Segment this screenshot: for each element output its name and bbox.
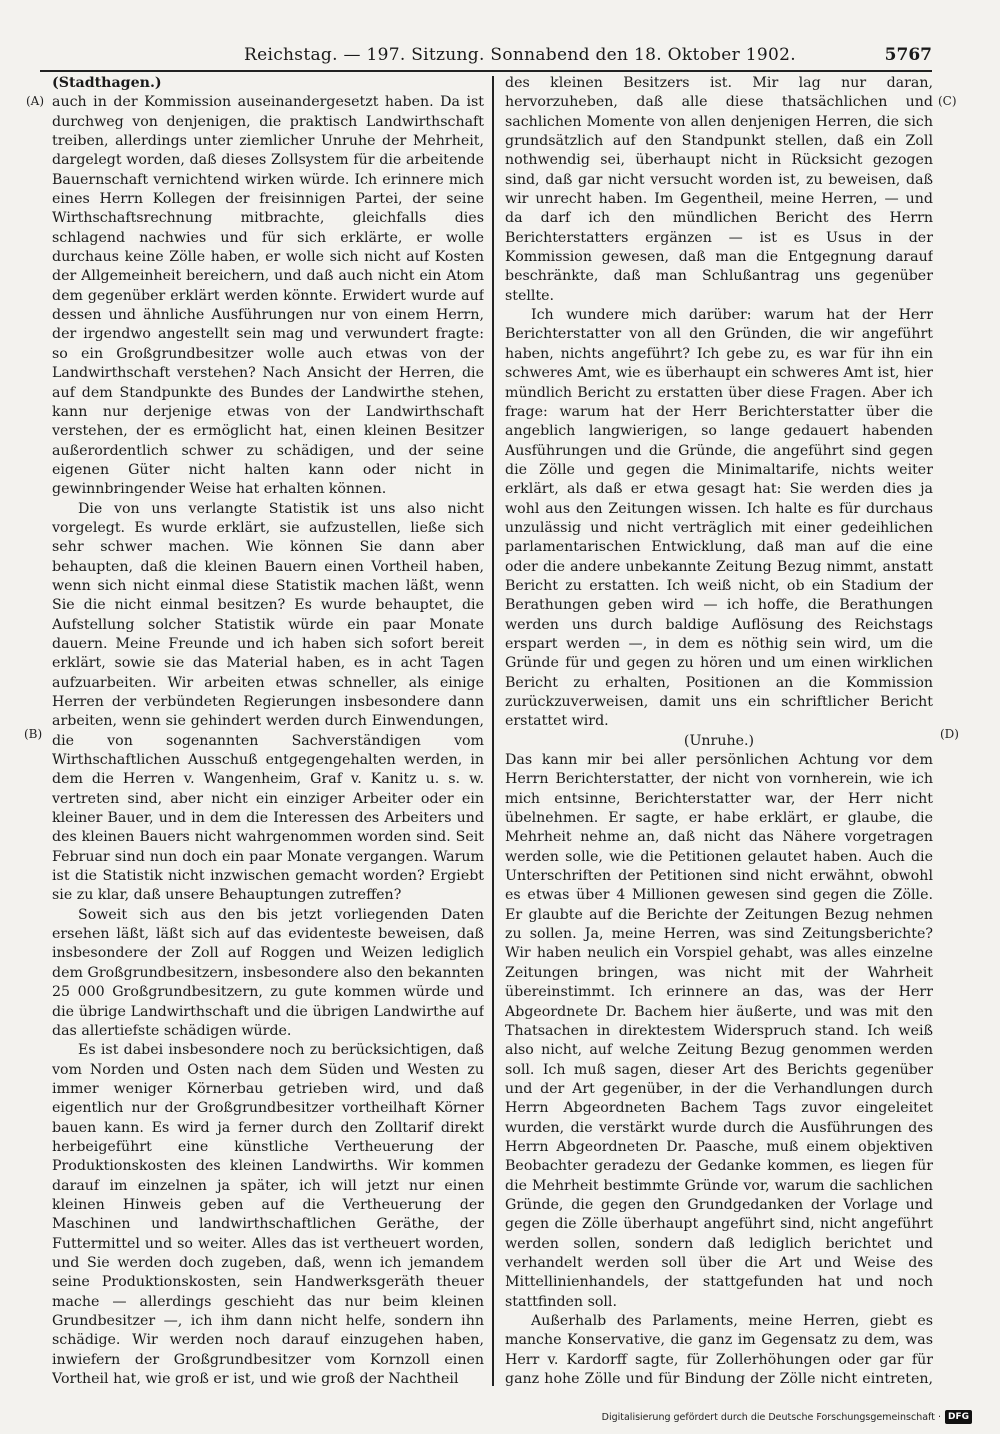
left-column: [52, 74, 484, 1390]
interjection: (Unruhe.): [683, 732, 755, 749]
dfg-logo-icon: DFG: [945, 1410, 972, 1424]
paragraph: Soweit sich aus den bis jetzt vorliegenden Daten ersehen läßt, läßt sich auf das evidenteste beweisen, daß insbesondere der Zoll auf Roggen und Weizen lediglich dem Großgrundbesitzern, insbesondere also den bekannten 25 000 Großgrundbesitzern, zu gute kommen würde und die übrige Landwirthschaft und die übrigen Landwirthe auf das allertiefste schädigen würde.: [52, 906, 484, 1039]
paragraph: Ich wundere mich darüber: warum hat der Herr Berichterstatter von all den Gründen, die wir angeführt haben, nichts angeführt? Ich gebe zu, es war für ihn ein schweres Amt, wie es überhaupt ein schweres Amt ist, hier mündlich Bericht zu erstatten über diese Fragen. Aber ich frage: warum hat der Herr Berichterstatter über die angeblich langwierigen, so lange gedauert habenden Ausführungen und die Gründe, die angeführt sind gegen die Zölle und gegen die Minimaltarife, nichts weiter erklärt, als daß er etwa gesagt hat: Sie werden dies ja wohl aus den Zeitungen wissen. Ich halte es für durchaus unzulässig und nicht verträglich mit einer gedeihlichen parlamentarischen Entwicklung, daß man auf die eine oder die andere unbekannte Zeitung Bezug nimmt, anstatt Bericht zu erstatten. Ich weiß nicht, ob ein Stadium der Berathungen geben wird — ich hoffe, die Berathungen werden uns durch baldige Auflösung des Reichstags erspart werden —, in dem es nöthig sein wird, um die Gründe für und gegen zu hören und um einen wirklichen Bericht zu erhalten, Positionen an die Kommission zurückzuverweisen, damit uns ein schriftlicher Bericht erstattet wird.: [505, 307, 933, 730]
running-title: Reichstag. — 197. Sitzung. Sonnabend den 18. Oktober 1902.: [244, 45, 796, 65]
margin-mark-c: (C): [938, 94, 957, 108]
page-header: [40, 44, 932, 72]
column-divider: [492, 76, 494, 1386]
page-number: 5767: [884, 45, 932, 65]
margin-mark-a: (A): [26, 94, 45, 108]
margin-mark-d: (D): [940, 727, 959, 741]
right-column: [505, 74, 933, 1390]
paragraph: Die von uns verlangte Statistik ist uns also nicht vorgelegt. Es wurde erklärt, sie aufzustellen, ließe sich sehr schwer machen. Wie können Sie dann aber behaupten, daß die kleinen Bauern einen Vortheil haben, wenn sich nicht einmal diese Statistik machen läßt, wenn Sie die nicht einmal besitzen? Es wurde behauptet, die Aufstellung solcher Statistik würde ein paar Monate dauern. Meine Freunde und ich haben sich sofort bereit erklärt, sowie sie das Material haben, es in acht Tagen aufzuarbeiten. Wir arbeiten etwas schneller, als einige Herren der verbündeten Regierungen insbesondere dann arbeiten, wenn sie gehindert werden durch Einwendungen, die von sogenannten Sachverständigen vom Wirthschaftlichen Ausschuß entgegengehalten werden, in dem die Herren v. Wangenheim, Graf v. Kanitz u. s. w. vertreten sind, aber nicht ein einziger Arbeiter oder ein kleiner Bauer, und in dem die Interessen des Arbeiters und des kleinen Bauers nicht wahrgenommen worden sind. Seit Februar sind nun doch ein paar Monate vergangen. Warum ist die Statistik nicht inzwischen gemacht worden? Ergiebt sie zu klar, daß unsere Behauptungen zutreffen?: [52, 500, 484, 904]
footer-text: Digitalisierung gefördert durch die Deutsche Forschungsgemeinschaft ·: [601, 1411, 941, 1423]
footer: [602, 1406, 972, 1428]
paragraph: auch in der Kommission auseinandergesetzt haben. Da ist durchweg von denjenigen, die praktisch Landwirthschaft treiben, allerdings unter ziemlicher Unruhe der Mehrheit, dargelegt worden, daß dieses Zollsystem für die arbeitende Bauernschaft vernichtend wirken würde. Ich erinnere mich eines Herrn Kollegen der freisinnigen Partei, der seine Wirthschaftsrechnung mitbrachte, gleichfalls dies schlagend nachwies und für sich erklärte, er wolle durchaus keine Zölle haben, er wolle sich nicht auf Kosten der Allgemeinheit bereichern, und daß auch nicht ein Atom dem gegenüber erklärt werden könnte. Erwidert wurde auf dessen und ähnliche Ausführungen nur von einem Herrn, der irgendwo angestellt sein mag und verwundert fragte: so ein Großgrundbesitzer wolle auch etwas von der Landwirthschaft verstehen? Nach Ansicht der Herren, die auf dem Standpunkte des Bundes der Landwirthe stehen, kann nur derjenige etwas von der Landwirthschaft verstehen, der es ermöglicht hat, einen kleinen Besitzer außerordentlich schwer zu schädigen, und der seine eigenen Güter nicht halten kann oder nicht in gewinnbringender Weise hat erhalten können.: [52, 94, 484, 498]
paragraph: des kleinen Besitzers ist. Mir lag nur daran, hervorzuheben, daß alle diese thatsächlichen und sachlichen Momente von allen denjenigen Herren, die sich grundsätzlich auf den Standpunkt stellen, daß ein Zoll nothwendig sei, überhaupt nicht in Rücksicht gezogen sind, daß gar nicht versucht worden ist, zu beweisen, daß wir unrecht haben. Im Gegentheil, meine Herren, — und da darf ich den mündlichen Bericht des Herrn Berichterstatters ergänzen — ist es Usus in der Kommission gewesen, daß man die Entgegnung darauf beschränkte, daß man Schlußantrag uns gegenüber stellte.: [505, 75, 933, 304]
paragraph: Außerhalb des Parlaments, meine Herren, giebt es manche Konservative, die ganz im Gegensatz zu dem, was Herr v. Kardorff sagte, für Zollerhöhungen oder gar für ganz hohe Zölle und für Bindung der Zölle nicht eintreten,: [505, 1313, 933, 1388]
speaker-name: (Stadthagen.): [52, 75, 162, 91]
paragraph: Das kann mir bei aller persönlichen Achtung vor dem Herrn Berichterstatter, der nicht von vornherein, wie ich mich entsinne, Berichterstatter war, der Herr nicht übelnehmen. Er sagte, er habe erklärt, er glaube, die Mehrheit nehme an, daß nicht das Nähere vorgetragen werden solle, wie die Petitionen gelautet haben. Auch die Unterschriften der Petitionen sind nicht erwähnt, obwohl es etwas über 4 Millionen gewesen sind gegen die Zölle. Er glaubte auf die Berichte der Zeitungen Bezug nehmen zu sollen. Ja, meine Herren, was sind Zeitungsberichte? Wir haben neulich ein Vorspiel gehabt, was alles einzelne Zeitungen bringen, was nicht mit der Wahrheit übereinstimmt. Ich erinnere an das, was der Herr Abgeordnete Dr. Bachem hier äußerte, und was mit den Thatsachen in direktestem Widerspruch stand. Ich weiß also nicht, auf welche Zeitung Bezug genommen werden soll. Ich muß sagen, dieser Art des Berichts gegenüber und der Art gegenüber, in der die Verhandlungen durch Herrn Abgeordneten Bachem Tags zuvor eingeleitet wurden, die verstärkt wurde durch die Ausführungen des Herrn Abgeordneten Dr. Paasche, muß einem objektiven Beobachter geradezu der Gedanke kommen, es liegen für die Mehrheit bestimmte Gründe vor, warum die sachlichen Gründe, die gegen den Grundgedanken der Vorlage und gegen die Zölle überhaupt angeführt sind, nicht angeführt werden sollen, sondern daß lediglich berichtet und verhandelt werden soll über die Art und Weise des Mittellinienhandels, der stattgefunden hat und noch stattfinden soll.: [505, 752, 933, 1310]
paragraph: Es ist dabei insbesondere noch zu berücksichtigen, daß vom Norden und Osten nach dem Süden und Westen zu immer weniger Körnerbau getrieben wird, und daß eigentlich nur der Großgrundbesitzer vortheilhaft Körner bauen kann. Es wird ja ferner durch den Zolltarif direkt herbeigeführt eine künstliche Vertheuerung der Produktionskosten des kleinen Landwirths. Wir kommen darauf im einzelnen ja später, ich will jetzt nur einen kleinen Hinweis geben auf die Vertheuerung der Maschinen und landwirthschaftlichen Geräthe, der Futtermittel und so weiter. Alles das ist vertheuert worden, und Sie werden doch zugeben, daß, wenn ich jemandem seine Produktionskosten, sein Handwerksgeräth theuer mache — allerdings geschieht das nur beim kleinen Grundbesitzer —, ich ihm dann nicht helfe, sondern ihn schädige. Wir werden noch darauf einzugehen haben, inwiefern der Großgrundbesitzer vom Kornzoll einen Vortheil hat, wie groß er ist, und wie groß der Nachtheil: [52, 1042, 484, 1388]
margin-mark-b: (B): [24, 727, 43, 741]
